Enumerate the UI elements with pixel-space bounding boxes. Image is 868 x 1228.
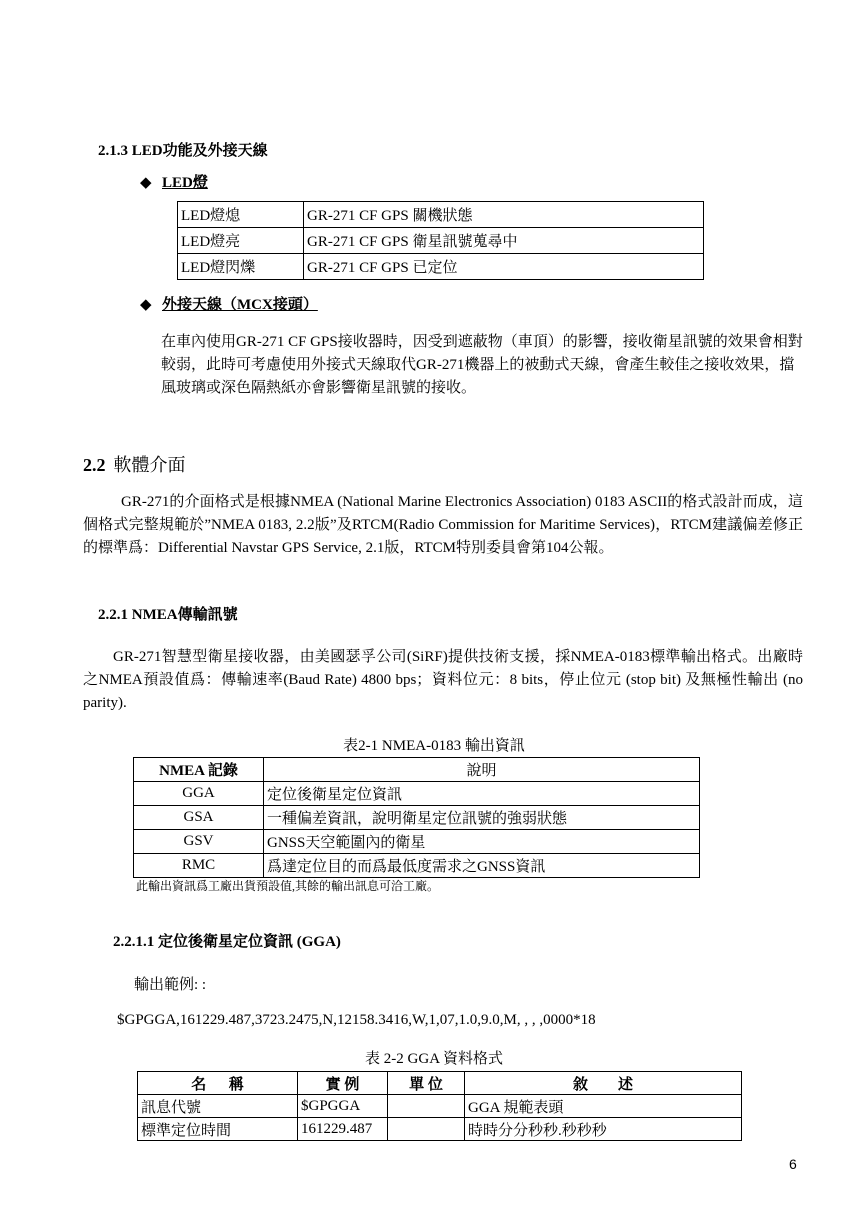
nmea-description-cell: GNSS天空範圍內的衛星 <box>264 830 700 854</box>
led-status-table <box>177 201 704 280</box>
table-row <box>178 228 704 254</box>
section-title: 軟體介面 <box>113 455 186 475</box>
field-description-cell: 時時分分秒秒.秒秒秒 <box>465 1118 742 1141</box>
table-header-row <box>134 758 700 782</box>
led-bullet-label: LED燈 <box>162 175 208 191</box>
diamond-bullet-icon: ◆ <box>140 175 152 191</box>
field-example-cell: 161229.487 <box>298 1118 388 1141</box>
antenna-paragraph: 在車內使用GR-271 CF GPS接收器時，因受到遮蔽物（車頂）的影響，接收衛星訊號的效果會相對較弱，此時可考慮使用外接式天線取代GR-271機器上的被動式天線，會產生較佳之接收效果，擋風玻璃或深色隔熱紙亦會影響衛星訊號的接收。 <box>161 334 803 396</box>
table-row <box>178 202 704 228</box>
nmea-paragraph: GR-271智慧型衛星接收器，由美國瑟孚公司(SiRF)提供技術支援，採NMEA-0183標準輸出格式。出廠時之NMEA預設值爲：傳輸速率(Baud Rate) 4800 bps；資料位元：8 bits，停止位元 (stop bit) 及無極性輸出 (no parity). <box>83 649 803 711</box>
section-heading-2-2-1: 2.2.1 NMEA傳輸訊號 <box>98 607 238 623</box>
field-description-cell: GGA 規範表頭 <box>465 1095 742 1118</box>
nmea-record-cell: RMC <box>134 854 264 878</box>
table-row <box>138 1118 742 1141</box>
led-meaning-cell: GR-271 CF GPS 衛星訊號蒐尋中 <box>304 228 704 254</box>
page-number: 6 <box>789 1156 797 1172</box>
nmea-record-cell: GSA <box>134 806 264 830</box>
column-header: NMEA 記錄 <box>134 758 264 782</box>
column-header: 敘 述 <box>465 1072 742 1095</box>
field-unit-cell <box>388 1118 465 1141</box>
gga-example-sentence: $GPGGA,161229.487,3723.2475,N,12158.3416,W,1,07,1.0,9.0,M, , , ,0000*18 <box>117 1012 596 1028</box>
column-header: 實 例 <box>298 1072 388 1095</box>
led-state-cell: LED燈閃爍 <box>178 254 304 280</box>
table-2-2-caption: 表 2-2 GGA 資料格式 <box>365 1051 503 1067</box>
table-row <box>138 1095 742 1118</box>
antenna-bullet <box>140 293 318 314</box>
nmea-record-cell: GSV <box>134 830 264 854</box>
table-row <box>178 254 704 280</box>
software-interface-paragraph: GR-271的介面格式是根據NMEA (National Marine Electronics Association) 0183 ASCII的格式設計而成，這個格式完整規範於”NMEA 0183, 2.2版”及RTCM(Radio Commission for Maritime Services)，RTCM建議偏差修正的標準爲：Differential Navstar GPS Service, 2.1版，RTCM特別委員會第104公報。 <box>83 494 803 556</box>
table-header-row <box>138 1072 742 1095</box>
table-row <box>134 830 700 854</box>
section-heading-2-2 <box>83 451 186 477</box>
led-state-cell: LED燈亮 <box>178 228 304 254</box>
field-unit-cell <box>388 1095 465 1118</box>
section-heading-2-2-1-1: 2.2.1.1 定位後衛星定位資訊 (GGA) <box>113 934 341 950</box>
gga-format-table <box>137 1071 742 1141</box>
column-header: 單 位 <box>388 1072 465 1095</box>
table-2-1-caption: 表2-1 NMEA-0183 輸出資訊 <box>343 738 525 754</box>
led-meaning-cell: GR-271 CF GPS 已定位 <box>304 254 704 280</box>
table-row <box>134 806 700 830</box>
section-number: 2.2 <box>83 455 106 475</box>
table-row <box>134 782 700 806</box>
output-example-label: 輸出範例: : <box>134 977 207 993</box>
column-header: 說明 <box>264 758 700 782</box>
nmea-description-cell: 一種偏差資訊，說明衛星定位訊號的強弱狀態 <box>264 806 700 830</box>
field-name-cell: 標準定位時間 <box>138 1118 298 1141</box>
nmea-record-cell: GGA <box>134 782 264 806</box>
led-meaning-cell: GR-271 CF GPS 關機狀態 <box>304 202 704 228</box>
table-row <box>134 854 700 878</box>
table-2-1-note: 此輸出資訊爲工廠出貨預設值,其餘的輸出訊息可洽工廠。 <box>136 879 440 893</box>
section-heading-2-1-3: 2.1.3 LED功能及外接天線 <box>98 143 268 159</box>
nmea-description-cell: 定位後衛星定位資訊 <box>264 782 700 806</box>
nmea-description-cell: 爲達定位目的而爲最低度需求之GNSS資訊 <box>264 854 700 878</box>
field-name-cell: 訊息代號 <box>138 1095 298 1118</box>
antenna-bullet-label: 外接天線（MCX接頭） <box>162 297 318 313</box>
nmea-output-table <box>133 757 700 878</box>
led-bullet <box>140 171 208 192</box>
led-state-cell: LED燈熄 <box>178 202 304 228</box>
field-example-cell: $GPGGA <box>298 1095 388 1118</box>
column-header: 名 稱 <box>138 1072 298 1095</box>
diamond-bullet-icon: ◆ <box>140 297 152 313</box>
